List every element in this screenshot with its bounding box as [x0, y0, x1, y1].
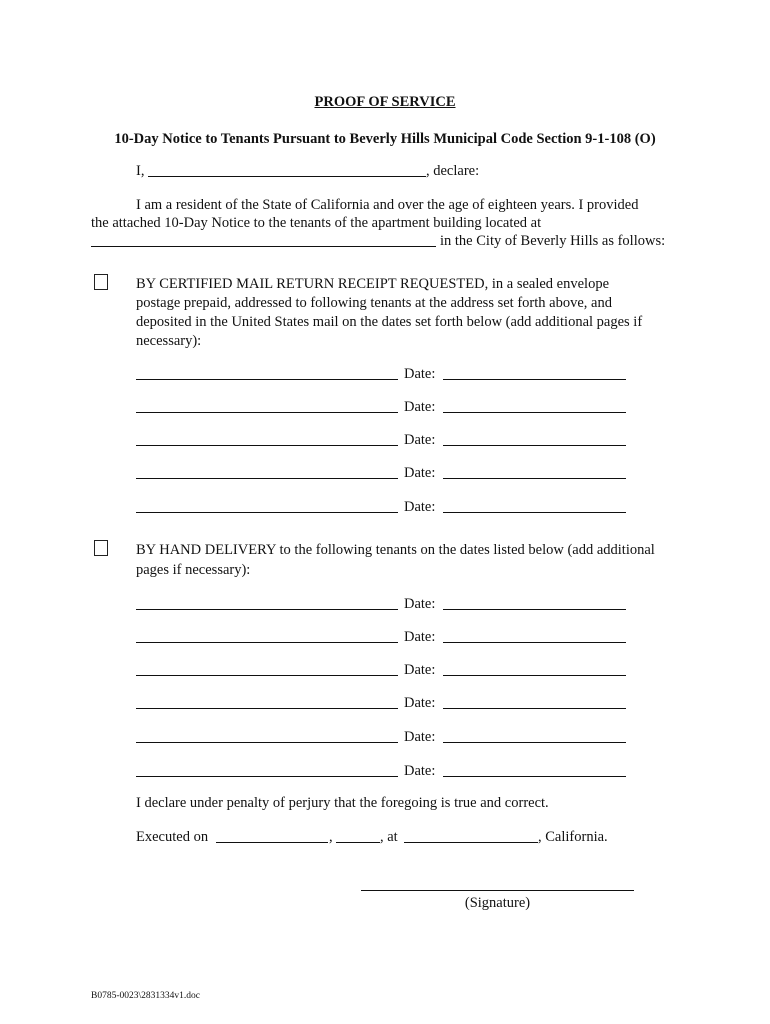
executed-year-field[interactable] — [336, 842, 380, 843]
hand-delivery-date-field[interactable] — [443, 675, 626, 676]
certified-mail-line-4: necessary): — [136, 333, 202, 349]
certified-mail-tenant-name-field[interactable] — [136, 512, 398, 513]
declarant-suffix: , declare: — [426, 163, 480, 179]
hand-delivery-date-field[interactable] — [443, 742, 626, 743]
hand-delivery-date-label: Date: — [404, 695, 436, 711]
hand-delivery-checkbox[interactable] — [94, 540, 108, 556]
document-footer-id: B0785-0023\2831334v1.doc — [91, 991, 200, 1001]
certified-mail-date-label: Date: — [404, 432, 436, 448]
signature-field[interactable] — [361, 890, 634, 891]
certified-mail-date-label: Date: — [404, 366, 436, 382]
address-field[interactable] — [91, 246, 436, 247]
certified-mail-line-3: deposited in the United States mail on the dates set forth below (add additional pages if — [136, 314, 643, 330]
certified-mail-line-2: postage prepaid, addressed to following tenants at the address set forth above, and — [136, 295, 612, 311]
signature-label: (Signature) — [464, 895, 531, 911]
executed-state: , California. — [538, 829, 608, 845]
certified-mail-tenant-name-field[interactable] — [136, 379, 398, 380]
certified-mail-checkbox[interactable] — [94, 274, 108, 290]
certified-mail-line-1: BY CERTIFIED MAIL RETURN RECEIPT REQUESTED, in a sealed envelope — [136, 276, 610, 292]
certified-mail-date-field[interactable] — [443, 512, 626, 513]
hand-delivery-date-field[interactable] — [443, 642, 626, 643]
hand-delivery-line-2: pages if necessary): — [136, 562, 251, 578]
hand-delivery-tenant-name-field[interactable] — [136, 708, 398, 709]
declaration-text: I declare under penalty of perjury that the foregoing is true and correct. — [136, 795, 549, 811]
executed-at: , at — [380, 829, 398, 845]
hand-delivery-date-label: Date: — [404, 596, 436, 612]
hand-delivery-date-field[interactable] — [443, 609, 626, 610]
hand-delivery-tenant-name-field[interactable] — [136, 609, 398, 610]
executed-city-field[interactable] — [404, 842, 538, 843]
page-subtitle: 10-Day Notice to Tenants Pursuant to Beverly Hills Municipal Code Section 9-1-108 (O) — [114, 131, 656, 147]
certified-mail-date-label: Date: — [404, 399, 436, 415]
certified-mail-date-label: Date: — [404, 465, 436, 481]
certified-mail-date-field[interactable] — [443, 478, 626, 479]
certified-mail-date-label: Date: — [404, 499, 436, 515]
intro-line-3: in the City of Beverly Hills as follows: — [440, 233, 666, 249]
executed-date-field[interactable] — [216, 842, 328, 843]
declarant-name-field[interactable] — [148, 176, 426, 177]
page-title: PROOF OF SERVICE — [314, 94, 456, 110]
certified-mail-tenant-name-field[interactable] — [136, 412, 398, 413]
intro-line-1: I am a resident of the State of California and over the age of eighteen years. I provided — [136, 197, 639, 213]
certified-mail-date-field[interactable] — [443, 445, 626, 446]
executed-comma: , — [329, 829, 333, 845]
hand-delivery-date-label: Date: — [404, 629, 436, 645]
hand-delivery-tenant-name-field[interactable] — [136, 742, 398, 743]
hand-delivery-date-label: Date: — [404, 662, 436, 678]
hand-delivery-date-field[interactable] — [443, 708, 626, 709]
hand-delivery-date-label: Date: — [404, 729, 436, 745]
declarant-prefix: I, — [136, 163, 145, 179]
certified-mail-date-field[interactable] — [443, 379, 626, 380]
hand-delivery-tenant-name-field[interactable] — [136, 776, 398, 777]
certified-mail-tenant-name-field[interactable] — [136, 478, 398, 479]
hand-delivery-tenant-name-field[interactable] — [136, 675, 398, 676]
intro-line-2: the attached 10-Day Notice to the tenants of the apartment building located at — [91, 215, 542, 231]
executed-prefix: Executed on — [136, 829, 209, 845]
certified-mail-tenant-name-field[interactable] — [136, 445, 398, 446]
certified-mail-date-field[interactable] — [443, 412, 626, 413]
hand-delivery-date-label: Date: — [404, 763, 436, 779]
hand-delivery-tenant-name-field[interactable] — [136, 642, 398, 643]
hand-delivery-line-1: BY HAND DELIVERY to the following tenants on the dates listed below (add additional — [136, 542, 655, 558]
hand-delivery-date-field[interactable] — [443, 776, 626, 777]
